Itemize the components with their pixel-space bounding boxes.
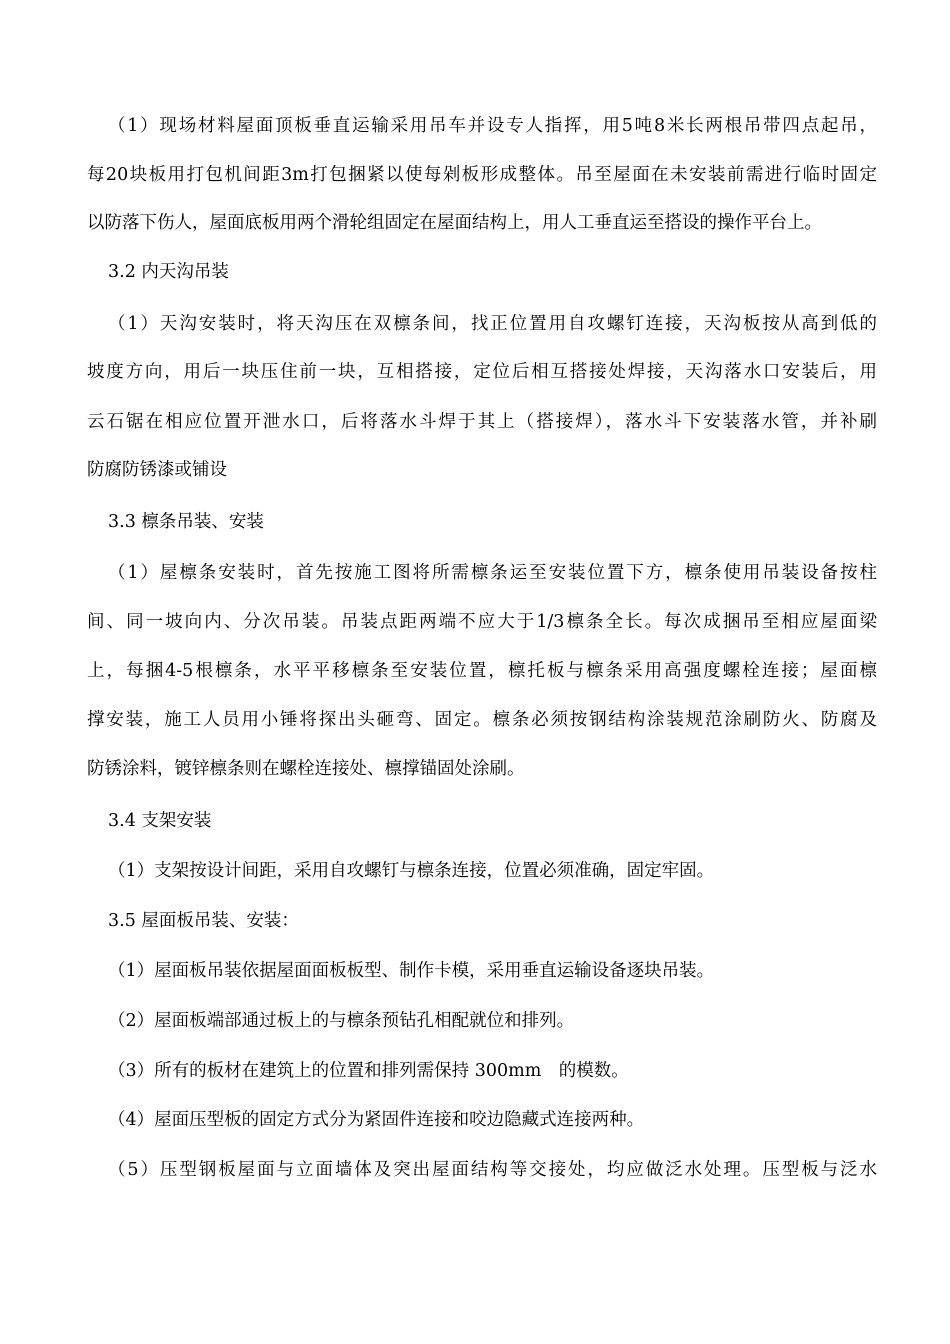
paragraph-3-3-item-1-line-3: 上，每捆4-5根檩条，水平平移檩条至安装位置，檩托板与檩条采用高强度螺栓连接；屋面檩 <box>87 661 877 681</box>
paragraph-3-5-item-2: （2）屋面板端部通过板上的与檩条预钻孔相配就位和排列。 <box>108 1011 575 1031</box>
paragraph-3-2-item-1-line-1: （1）天沟安装时，将天沟压在双檩条间，找正位置用自攻螺钉连接，天沟板按从高到低的 <box>108 314 877 334</box>
paragraph-3-2-item-1-line-4: 防腐防锈漆或铺设 <box>87 460 227 480</box>
paragraph-3-2-item-1-line-2: 坡度方向，用后一块压住前一块，互相搭接，定位后相互搭接处焊接，天沟落水口安装后，用 <box>87 362 877 382</box>
paragraph-3-3-item-1-line-5: 防锈涂料，镀锌檩条则在螺栓连接处、檩撑锚固处涂刷。 <box>87 759 525 779</box>
paragraph-3-2-item-1-line-3: 云石锯在相应位置开泄水口，后将落水斗焊于其上（搭接焊），落水斗下安装落水管，并补刷 <box>87 412 877 432</box>
paragraph-3-1-item-1-line-1: （1）现场材料屋面顶板垂直运输采用吊车并设专人指挥，用5吨8米长两根吊带四点起吊， <box>108 116 877 136</box>
section-heading-3-5: 3.5 屋面板吊装、安装： <box>108 911 299 931</box>
paragraph-3-3-item-1-line-1: （1）屋檩条安装时，首先按施工图将所需檩条运至安装位置下方，檩条使用吊装设备按柱 <box>108 563 877 583</box>
paragraph-3-4-item-1: （1）支架按设计间距，采用自攻螺钉与檩条连接，位置必须准确，固定牢固。 <box>108 861 715 881</box>
paragraph-3-5-item-1: （1）屋面板吊装依据屋面面板板型、制作卡模，采用垂直运输设备逐块吊装。 <box>108 961 715 981</box>
section-heading-3-2: 3.2 内天沟吊装 <box>108 262 229 282</box>
paragraph-3-3-item-1-line-4: 撑安装，施工人员用小锤将探出头砸弯、固定。檩条必须按钢结构涂装规范涂刷防火、防腐及 <box>87 710 877 730</box>
paragraph-3-5-item-3: （3）所有的板材在建筑上的位置和排列需保持 300mm 的模数。 <box>108 1061 629 1081</box>
paragraph-3-1-item-1-line-2: 每20块板用打包机间距3m打包捆紧以使每剁板形成整体。吊至屋面在未安装前需进行临时固定 <box>87 165 877 185</box>
paragraph-3-5-item-5-line-1: （5）压型钢板屋面与立面墙体及突出屋面结构等交接处，均应做泛水处理。压型板与泛水 <box>108 1160 877 1180</box>
section-heading-3-3: 3.3 檩条吊装、安装 <box>108 512 264 532</box>
paragraph-3-3-item-1-line-2: 间、同一坡向内、分次吊装。吊装点距两端不应大于1/3檩条全长。每次成捆吊至相应屋面梁 <box>87 612 877 632</box>
paragraph-3-5-item-4: （4）屋面压型板的固定方式分为紧固件连接和咬边隐藏式连接两种。 <box>108 1110 645 1130</box>
paragraph-3-1-item-1-line-3: 以防落下伤人，屋面底板用两个滑轮组固定在屋面结构上，用人工垂直运至搭设的操作平台上。 <box>87 213 822 233</box>
section-heading-3-4: 3.4 支架安装 <box>108 811 212 831</box>
